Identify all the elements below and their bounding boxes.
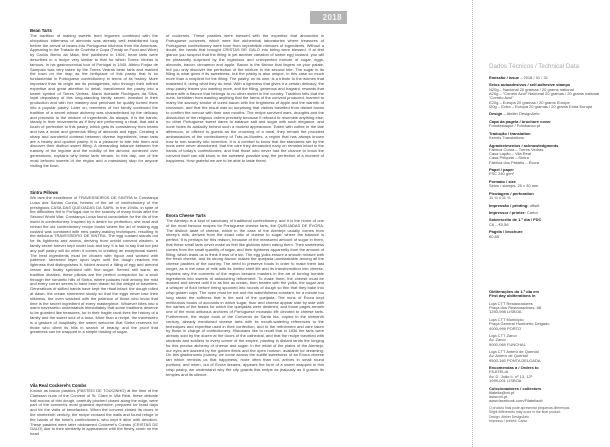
fdc-group: Sobrescrito de 1.º dia / FDC C6 – €0,56 <box>489 217 542 227</box>
article-body-evora-cheese-tarts: The Alentejo is a kind of sanctuary of traditional confectionery, and it is the home of one of the most famous recipes for Portuguese cheese tarts, the QUEIJADAS DE ÉVORA. The distinct taste of cheese, which in the case of the Alentejo usually comes from sheep’s milk, derives from the exact ratio of cheese to sugar, where the balance is perfect. It is perhaps for this reason, because of the measured amount of sugar in them, that these small tarts never make us feel like gluttons when eating them. Their sweetness comes from the small quantity of sugar, and their lightness apparently from the amount of filling, which leads us to think it less of a sin. The egg yolks ensure a smooth mixture with the fresh cheese, and its strong flavour makes the queijada unmistakable among all the cheese pastries of the country. The need to preserve foods in order to make them last longer, as in the case of milk with its limited shelf life and its transformation into cheese, explains why the convents of the region became masters in the art of turning humble ingredients into sweets of astonishing refinement. To make them, the cheese must be drained and sieved until it is as fine as cream, then beaten with the yolks, the sugar and a whisper of flour before being spooned into rounds of dough so thin that they bake into crisp golden cups. The oven must be hot and the watchfulness constant, for a minute too long steals the softness that is the soul of the queijada. The nuns of Évora kept meticulous books of accounts in which sugar, flour and cheese appear side by side with the names of the feasts for which the queijadas were destined, and those pages remain one of the most delicious archives of Portuguese monastic life devoted to cheese tarts. Furthermore, the recipe book of the Convento de Santa Iria, copied in the sixteenth century, already mentioned cheese tarts with its mouth-watering references to the techniques and expertise used in their confection, and to the refinement and care taken by those in charge of confectionery. Historians like to recall that in 1836 the tarts were already sold by the dozen at the doors of the cathedral, and that the recipe travelled with students and soldiers to every corner of the empire, planting in distant lands the longing for this precise alchemy of cheese and sugar. In the midst of the plains of the Alentejo, our eyes are dazzled by the golden fields and the open horizon, available for dreaming. On this gastronomic journey, we come across the subtle sweetness of an Évora cheese tart which reminds us that happiness, more often than not, arrives in small round portions; and when, out of Évora dreams, appears the form of a sweet wrapped in thin crisp pastry, we understand why the city guards this recipe as jealously as it guards its temples and its silence. <box>166 219 324 377</box>
translation-group: Tradução / translation Kennis Translations <box>489 130 531 141</box>
stamp-line: I20g – Extra – Europa 20 gramas / 20 grams Extra Europe <box>489 103 593 109</box>
stamps-group: Selos autoadesivos / self-adhesive stamps N20g – Nacional 20 gramas / 20 grams national A20g – “Correio Azul” Nacional 20 gramas / 20 grams national “Correio Azul” E20g – Europa 20 gramas / 20 grams Europe I20g – Extra – Europa 20 gramas / 20 grams Extra Europe <box>489 82 600 109</box>
obliteration-location: Loja CTT Restauradores Praça dos Restauradores, 58 1250-998 LISBOA <box>489 300 542 315</box>
printer-row: Impressor / printer: Cartor <box>489 210 538 215</box>
technical-data-sidebar <box>489 63 601 424</box>
collectors-group: Colecionadores / collectors filatelia@ctt.pt www.ctt.pt www.facebook.com/Filateliactt <box>489 387 601 404</box>
ctt-website-link[interactable]: www.ctt.pt <box>489 394 508 400</box>
acknowledgment-line: Fábrica Coroa – Torres Vedras <box>489 146 544 152</box>
brochure-price-group: Pagela / brochure €0,85 <box>489 229 523 239</box>
paper-group: Papel / paper FSC 240 g/m² <box>489 167 514 177</box>
acknowledgment-line: Fábrica dos Pastéis – Évora <box>489 159 540 165</box>
production-credits: Design: Atelier Design&etc Impresso / printed: Cartor <box>489 415 530 424</box>
perforation-group: Picotagem / perforation 11 ¾ x 11 ¾ <box>489 190 534 201</box>
stamp-line: E20g – Europa 20 gramas / 20 grams Europe <box>489 99 570 105</box>
technical-data-title: Dados Técnicos / Technical Data <box>489 63 579 70</box>
brochure-cover-group: Capa da pagela / brochure cover Fotodestaque / Fotobanco.pt <box>489 118 551 129</box>
article-body-cockerels-combs-part1: Known as bacon pastries (PASTÉIS DE TOUCINHO) at the time of the Clarissan nuns of the Convent of St. Clare in Vila Real, these delicate half-moons of thin dough, carefully pinched closed along the edge, were part of the convent’s most guarded repertoire, prepared for feast days and for the visits of benefactors. When the convent closed its doors in the nineteenth century, the recipe crossed the walls and found refuge in the hands of the town’s confectioners, who kept it alive with devotion. These pastries were later nicknamed Cockerel’s Combs (CRISTAS DE GALO) due to their similarity in appearance with the fleshy comb on the head <box>30 389 158 437</box>
article-heading-sintra-pillows: Sintra Pillows <box>30 190 59 195</box>
acknowledgment-line: Casa Piriquita – Sintra <box>489 155 529 161</box>
article-heading-evora-cheese-tarts: Évora Cheese Tarts <box>166 213 206 218</box>
design-row: Design – Atelier Design&etc <box>489 111 540 117</box>
text-column-1 <box>30 28 158 447</box>
obliteration-location: Loja CTT Município Praça General Humberto Delgado 4000-999 PORTO <box>489 316 550 331</box>
text-column-2 <box>166 34 324 447</box>
acknowledgment-line: Casa Lapão – Vila Real <box>489 151 531 157</box>
acknowledgments-group: Agradecimentos / acknowledgments Fábrica Coroa – Torres Vedras Casa Lapão – Vila Real Casa Piriquita – Sintra Fábrica dos Pastéis – Évora <box>489 144 601 165</box>
disclaimer: O produto final pode apresentar pequenas diferenças. Slight differences may occur in the final product. <box>489 405 571 414</box>
issue-date-row: Emissão / issue – 2018 / 01 / 31 <box>489 75 548 80</box>
sidebar-dotted-divider <box>472 0 473 447</box>
obliteration-location: Loja CTT Zarco Av. Zarco 9000-069 FUNCHAL <box>489 332 526 347</box>
obliteration-location: Loja CTT Antero de Quental Av. Antero de Quental 9500-160 PONTA DELGADA <box>489 349 541 363</box>
facebook-page-link[interactable]: www.facebook.com/Filateliactt <box>489 398 543 404</box>
collectors-email-link[interactable]: filatelia@ctt.pt <box>489 389 515 395</box>
stamp-line: A20g – “Correio Azul” Nacional 20 gramas / 20 grams national “Correio Azul” <box>489 91 600 101</box>
year-badge: 2018 <box>310 11 347 24</box>
stamp-line: N20g – Nacional 20 gramas / 20 grams national <box>489 86 574 92</box>
printing-row: Impressão / printing: offset <box>489 202 540 208</box>
article-heading-cockerels-combs: Vila Real Cockerel’s Combs <box>30 383 87 388</box>
orders-group: Encomendas a / Orders to FILATELIA Av. D. João II, nº 13, 12º 1999-001 LISBOA <box>489 365 539 384</box>
article-body-sintra-pillows: We owe the excellence of TRAVESSEIROS DE SINTRA to Constança Luísa dos Santos Cunha, heiress of the art of confectionery of the prestigious CASA DAS QUEIJADAS DA SAPA. In the 1940s, in spite of the difficulties felt in Portugal due to the scarcity of many foods after the Second World War, Constança Luísa found consolation for the ills of the world in confectionery. Inspired by a desire for perfection, she read and reread the old confectionery recipe books where the art of making egg custard was combined with new pastry-making techniques, resulting in the delicious TRAVESSEIRO DE SINTRA. The egg custard stands out for its lightness and aroma, deriving from untold convent wisdom, a family secret forever kept under lock and key. It is fair to say that not just any puff pastry will do when it comes to creating an exceptional sweet. The best ingredients must be chosen with rigour and worked with patience, stretched layer upon layer until the dough reaches the lightness that distinguishes it, folded around a filling of egg and almond cream and finally sprinkled with fine sugar. Served still warm, as tradition dictates, these pillows are the perfect companion for a stroll through the romantic hills of Sintra, where palaces hide among the mist and every corner seems to have been drawn for the delight of travellers. Generations of skilled hands have kept the ritual intact: the dough rolled at dawn, the cream simmered slowly so that the eggs never lose their silkiness, the oven watched with the patience of those who know that time is the secret ingredient of every masterpiece. Whoever bites into a warm travesseiro understands immediately that some traditions deserve to be guarded like treasures, for in their fragile crust lives the history of a family and the sweet soul of a town. More than a recipe, the travesseiro is a gesture of hospitality, the sweet welcome that Sintra reserves for those who climb its hills in search of beauty, and the proof that greatness can be wrapped in a simple dusting of sugar. <box>30 196 158 335</box>
article-body-bean-tarts: The tradition of making sweets from legumes combined with the ubiquitous bitterness of almonds was already well established long before the arrival of beans into Portuguese kitchens from the Americas. Appearing in the Tratado de Cozinha e Copa (Treaty on Food and Wine) by Carlos Bento da Maia, first published in 1904, bean tarts were described in a recipe very similar to that for which Torres Vedras is famous. In his gastronomical tour of Portugal in 1940, Albino Forjaz de Sampaio was very taken by the Torres Vedras bean tarts and marked the town on the map as the birthplace of this pastry that is so fundamental in Portuguese confectionery in terms of its history. More important than its origin are its protagonists, who through their refined expertise and great attention to detail, transformed the pastry into a sweet symbol of Torres Vedras. Maria Adelaide Rodrigues da Silva, loyal depositary of this long-standing family secret, invested in their production and with her mastery and penchant for quality turned them into a popular pastry. Later on, members of her family continued the tradition of a secret whose alchemy was characterised by the delicacy and precision in the mixture of ingredients. As always, it is the hands, steady in their movements as if they are performing a ritual, that add a touch of perfection to this pastry, which gets its consistency from beans and has a moist and generous filling of almonds and eggs. Creating a sharp and wonderful contrast between diverse ingredients, bean tarts are a hearty and opulent pastry. It is a pleasure to bite into them and discover their distinct sweet filling. A demanding balance between the rusticity of the legume and the nobility of the almond, achieved over generations, explains why these tarts remain, to this day, one of the most beloved sweets of the region and a mandatory stop for anyone visiting the town. <box>30 34 158 168</box>
article-heading-bean-tarts: Bean Tarts <box>30 28 52 33</box>
size-group: Formato / size Selos / stamps: 25 x 30 mm <box>489 178 539 189</box>
sidebar-spacer <box>489 242 601 290</box>
obliterations-heading: Obliterações do 1.º dia em First day obliterations in <box>489 289 539 299</box>
article-body-cockerels-combs-part2: of cockerels. These pastries were blessed with the expertise that abounded in Portuguese convents, which were like alchemical laboratories where treasures of Portuguese confectionery were born from improbable mixtures of ingredients. Without a doubt, the hands that brought CRISTAS DE GALO into being were blessed. If at first glance you suspect that the filling is yet another variation of sweet egg custard, you will be pleasantly surprised by the ingenious and unexpected mixture of sugar, eggs, almonds, bacon, cinnamon and apple. Bacon is the flavour that lingers on your palate, but you only discover the perfection of the mixture in the second bite. The sugar in its filling is what gives it its sweetness, but the pastry is also unique, in this case so much more than a recipient for the filling. The pastry, on its own, is a tribute to the women that mastered it, doing what they do best. With a lightness that gives it a certain delicacy, the crisp pastry leaves you wanting more, and the filling, generous and fragrant, rewards that desire with a flavour that belongs to no other sweet in the country. Tradition tells that the nuns, forbidden from wasting anything that the farms of the convent produced, learned to marry the savoury smoke of cured bacon with the brightness of apple and the warmth of cinnamon, and that the result was so surprising that visitors travelled from distant towns to confirm the rumour with their own mouths. The recipe survived wars, droughts and the dissolution of the religious orders precisely because it refused to resemble anything else; no other Portuguese sweet dares to balance salt and sugar with such elegance, and none hides its audacity behind such a modest appearance. Eaten with coffee in the late afternoon, or offered to guests as the crowning of a meal, they remain the proudest ambassadors of the confectionery of Trás-os-Montes, a region that has always known how to turn scarcity into invention. It is a comfort to know that the standards set by the nuns were never abandoned, that the care they demanded early on remains intact in the hands of today’s confectioners, and that those who never had the chance to know the convent itself can still know, in the sweetest possible way, the perfection of a moment of happiness. How grateful we are to be able to taste them! <box>166 34 324 163</box>
